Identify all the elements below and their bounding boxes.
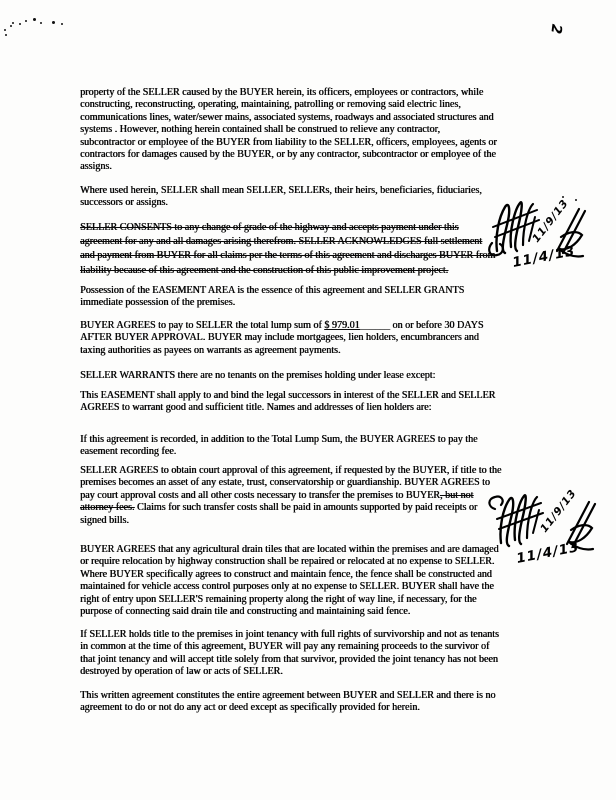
text-line: purpose of connecting said drain tile and constructing and maintaining said fence. (80, 606, 411, 618)
text-line: assigns. (80, 161, 112, 173)
text-line: immediate possession of the premises. (80, 297, 236, 309)
text-line: If SELLER holds title to the premises in joint tenancy with full rights of survivorship and not as tenants (80, 629, 499, 640)
handwritten-date-small: 11/9/13 (530, 197, 572, 245)
text-line: If this agreement is recorded, in addition to the Total Lump Sum, the BUYER AGREES to pay the (80, 434, 478, 445)
scan-speck (33, 18, 36, 21)
text-line: easement recording fee. (80, 446, 177, 458)
page-number: 2 (547, 23, 565, 35)
text-line: This written agreement constitutes the entire agreement between BUYER and SELLER and there is no (80, 690, 496, 701)
scan-speck (52, 21, 55, 24)
text-line: that joint tenancy and will accept title solely from that survivor, provided the joint tenancy has not been (80, 653, 498, 665)
text-line: agreement to do or not do any act or deed except as specifically provided for herein. (80, 702, 420, 714)
text-line: SELLER WARRANTS there are no tenants on the premises holding under lease except: (80, 370, 436, 381)
text-line: taxing authorities as payees on warrants as agreement payments. (80, 344, 341, 356)
text-line: AGREES to warrant good and sufficient title. Names and addresses of lien holders are: (80, 402, 432, 414)
text-line: destroyed by operation of law or acts of SELLER. (80, 666, 283, 678)
scan-speck (4, 29, 6, 31)
paragraph (80, 285, 566, 310)
handwritten-date-small: 11/9/13 (538, 487, 580, 535)
text-line: AFTER BUYER APPROVAL. BUYER may include mortgagees, lien holders, encumbrancers and (80, 332, 479, 344)
text-line: successors or assigns. (80, 197, 168, 209)
text-line: or require relocation by highway construction shall be repaired or relocated at no expense to SELLER. (80, 556, 495, 568)
text-line: right of entry upon SELLER'S remaining property along the right of way line, if necessary, for the (80, 593, 477, 605)
paragraph (80, 390, 566, 415)
text-line: constructing, reconstructing, operating, maintaining, patrolling or removing said electric lines, (80, 99, 461, 111)
text-line: subcontractor or employee of the BUYER from liability to the SELLER, officers, employees, agents or (80, 136, 497, 148)
paragraph (80, 544, 566, 618)
text-line: attorney fees. Claims for such transfer costs shall be paid in amounts supported by paid receipts or (80, 502, 478, 514)
text-line: agreement for any and all damages arising therefrom. SELLER ACKNOWLEDGES full settlement (80, 236, 482, 248)
text-line: Where used herein, SELLER shall mean SELLER, SELLERs, their heirs, beneficiaries, fiduciaries, (80, 185, 482, 196)
scan-speck (25, 20, 27, 22)
scan-speck (12, 22, 14, 24)
paragraph (80, 629, 566, 679)
handwritten-date: 11/4/13 (515, 539, 581, 567)
text-line: communications lines, water/sewer mains, associated systems, roadways and associated structures and (80, 111, 494, 123)
text-line: SELLER AGREES to obtain court approval of this agreement, if requested by the BUYER, if title to the (80, 465, 502, 476)
handwritten-date: 11/4/13 (511, 243, 577, 271)
text-line: pay court approval costs and all other costs necessary to transfer the premises to BUYER, but not (80, 489, 474, 501)
paragraph (80, 320, 566, 357)
text-line: maintained for vehicle access control purposes only at no expense to SELLER. BUYER shall have the (80, 581, 494, 593)
text-line: contractors for damages caused by the BUYER, or by any contractor, subcontractor or employee of the (80, 149, 496, 161)
text-line: BUYER AGREES to pay to SELLER the total lump sum of $ 979.01______ on or before 30 DAYS (80, 320, 484, 331)
text-line: BUYER AGREES that any agricultural drain tiles that are located within the premises and are damaged (80, 544, 499, 555)
scan-speck (40, 22, 42, 24)
text-line: systems . However, nothing herein contained shall be construed to relieve any contractor, (80, 124, 440, 136)
text-line: Possession of the EASEMENT AREA is the essence of this agreement and SELLER GRANTS (80, 285, 465, 296)
scan-speck (5, 34, 7, 36)
text-line: property of the SELLER caused by the BUYER herein, its officers, employees or contractors, while (80, 87, 484, 98)
scan-speck (61, 23, 63, 25)
scan-speck (19, 23, 21, 25)
text-line: SELLER CONSENTS to any change of grade of the highway and accepts payment under this (80, 222, 459, 233)
paragraph (80, 221, 566, 278)
text-line: premises becomes an asset of any estate, trust, conservatorship or guardianship. BUYER AGREES to (80, 477, 490, 489)
paragraph (80, 434, 566, 459)
paragraph (80, 465, 566, 527)
scan-speck (575, 199, 577, 201)
text-line: and payment from BUYER for all claims per the terms of this agreement and discharges BUYER from (80, 250, 496, 262)
paragraph (80, 87, 566, 174)
scan-speck (10, 25, 12, 27)
text-line: Where BUYER specifically agrees to construct and maintain fence, the fence shall be constructed and (80, 568, 492, 580)
text-line: This EASEMENT shall apply to and bind the legal successors in interest of the SELLER and SELLER (80, 390, 496, 401)
text-line: signed bills. (80, 514, 129, 526)
paragraph (80, 370, 566, 382)
text-line: liability because of this agreement and the construction of this public improvement project. (80, 264, 449, 276)
paragraph (80, 690, 566, 715)
paragraph (80, 185, 566, 210)
text-line: in common at the time of this agreement, BUYER will pay any remaining proceeds to the survivor of (80, 641, 490, 653)
